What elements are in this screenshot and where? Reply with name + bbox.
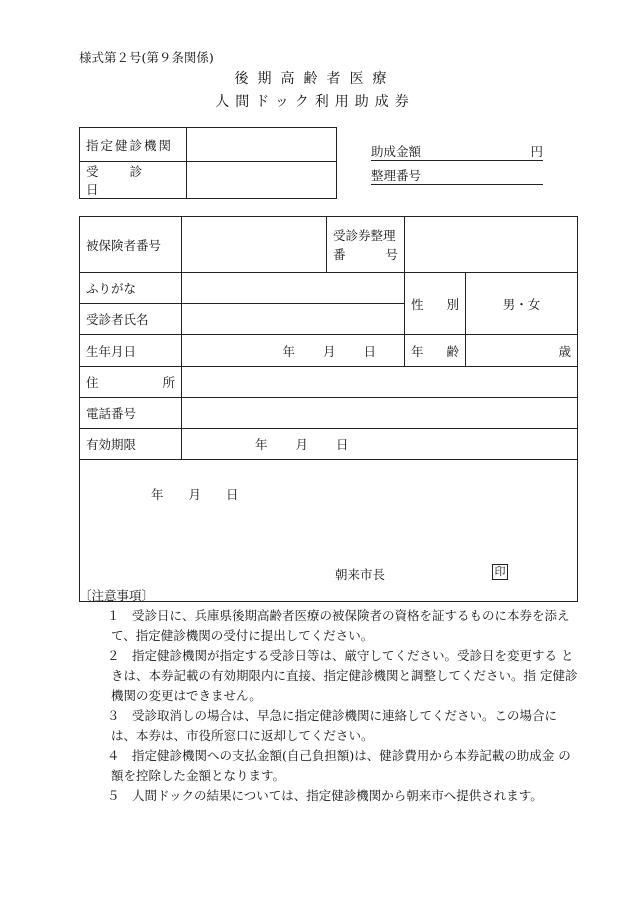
designated-institution-field[interactable] [187, 128, 337, 162]
birth-day-unit: 日 [363, 343, 376, 359]
reference-number-row [371, 164, 543, 185]
birth-month-unit: 月 [322, 343, 336, 359]
address-label-b: 所 [162, 375, 175, 390]
gender-value[interactable]: 男・女 [466, 273, 578, 335]
validity-month-unit: 月 [295, 437, 309, 452]
age-field[interactable] [466, 335, 578, 367]
note-item: ４ 指定健診機関への支払金額(自己負担額)は、健診費用から本券記載の助成金 の額を控除した金額となります。 [107, 748, 571, 783]
furigana-field[interactable] [182, 273, 405, 304]
aid-amount-row [371, 140, 543, 161]
title-line-1: 後期高齢者医療 [234, 71, 396, 87]
name-label [80, 304, 182, 335]
issue-date: 年 月 日 [151, 487, 239, 502]
exam-date-label: 受 診 日 [80, 162, 187, 199]
phone-text: 電話番号 [86, 406, 137, 421]
note-item: ３ 受診取消しの場合は、早急に指定健診機関に連絡してください。この場合に は、本券は、市役所窓口に返却してください。 [107, 708, 558, 743]
ticket-number-label-1: 受診券整理 [333, 227, 396, 243]
furigana-label [80, 273, 182, 304]
note-item: ２ 指定健診機関が指定する受診日等は、厳守してください。受診日を変更する ときは、本券記載の有効期限内に直接、指定健診機関と調整してください。指 定健診機関の変更はできません。 [107, 648, 578, 703]
birthdate-text: 生年月日 [86, 343, 137, 359]
birth-year-unit: 年 [282, 343, 295, 359]
yen-unit: 円 [530, 144, 543, 159]
ticket-number-field[interactable] [405, 217, 578, 273]
address-field[interactable] [182, 367, 578, 398]
designated-institution-label: 指定健診機関 [80, 128, 187, 162]
address-label-a: 住 [86, 375, 99, 390]
main-info-table [79, 216, 578, 602]
gender-label-a: 性 [411, 296, 424, 312]
gender-label [405, 273, 466, 335]
ticket-number-label-2a: 番 [333, 246, 346, 262]
age-label-b: 齢 [446, 343, 459, 359]
mayor-label: 朝来市長 [335, 567, 386, 582]
note-item: ５ 人間ドックの結果については、指定健診機関から朝来市へ提供されます。 [107, 788, 543, 803]
insured-number-label [80, 217, 182, 273]
validity-text: 有効期限 [86, 437, 137, 452]
notes-heading: 〔注意事項〕 [79, 588, 155, 603]
insured-number-text: 被保険者番号 [86, 237, 162, 253]
name-field[interactable] [182, 304, 405, 335]
exam-date-field[interactable] [187, 162, 337, 199]
form-number: 様式第２号(第９条関係) [79, 50, 214, 65]
birthdate-label [80, 335, 182, 367]
validity-day-unit: 日 [336, 437, 349, 452]
validity-year-unit: 年 [255, 437, 268, 452]
furigana-text: ふりがな [86, 281, 137, 296]
insured-number-field[interactable] [182, 217, 327, 273]
seal-mark: 印 [492, 564, 508, 580]
age-label [405, 335, 466, 367]
phone-label [80, 398, 182, 429]
validity-label [80, 429, 182, 460]
gender-label-b: 別 [446, 296, 459, 312]
notes-section [79, 586, 579, 806]
birthdate-field[interactable] [182, 335, 405, 367]
validity-field[interactable] [182, 429, 578, 460]
address-label [80, 367, 182, 398]
age-label-a: 年 [411, 343, 424, 359]
note-item: １ 受診日に、兵庫県後期高齢者医療の被保険者の資格を証するものに本券を添え て、指定健診機関の受付に提出してください。 [107, 608, 570, 643]
age-unit: 歳 [558, 343, 571, 359]
title-line-2: 人間ドック利用助成券 [215, 94, 415, 110]
aid-amount-label: 助成金額 [371, 144, 422, 159]
phone-field[interactable] [182, 398, 578, 429]
exam-institution-table [79, 127, 337, 199]
ticket-number-label-2b: 号 [385, 246, 398, 262]
reference-number-label: 整理番号 [371, 168, 422, 183]
issuer-section [80, 460, 578, 602]
ticket-number-label [327, 217, 405, 273]
name-text: 受診者氏名 [86, 312, 149, 327]
